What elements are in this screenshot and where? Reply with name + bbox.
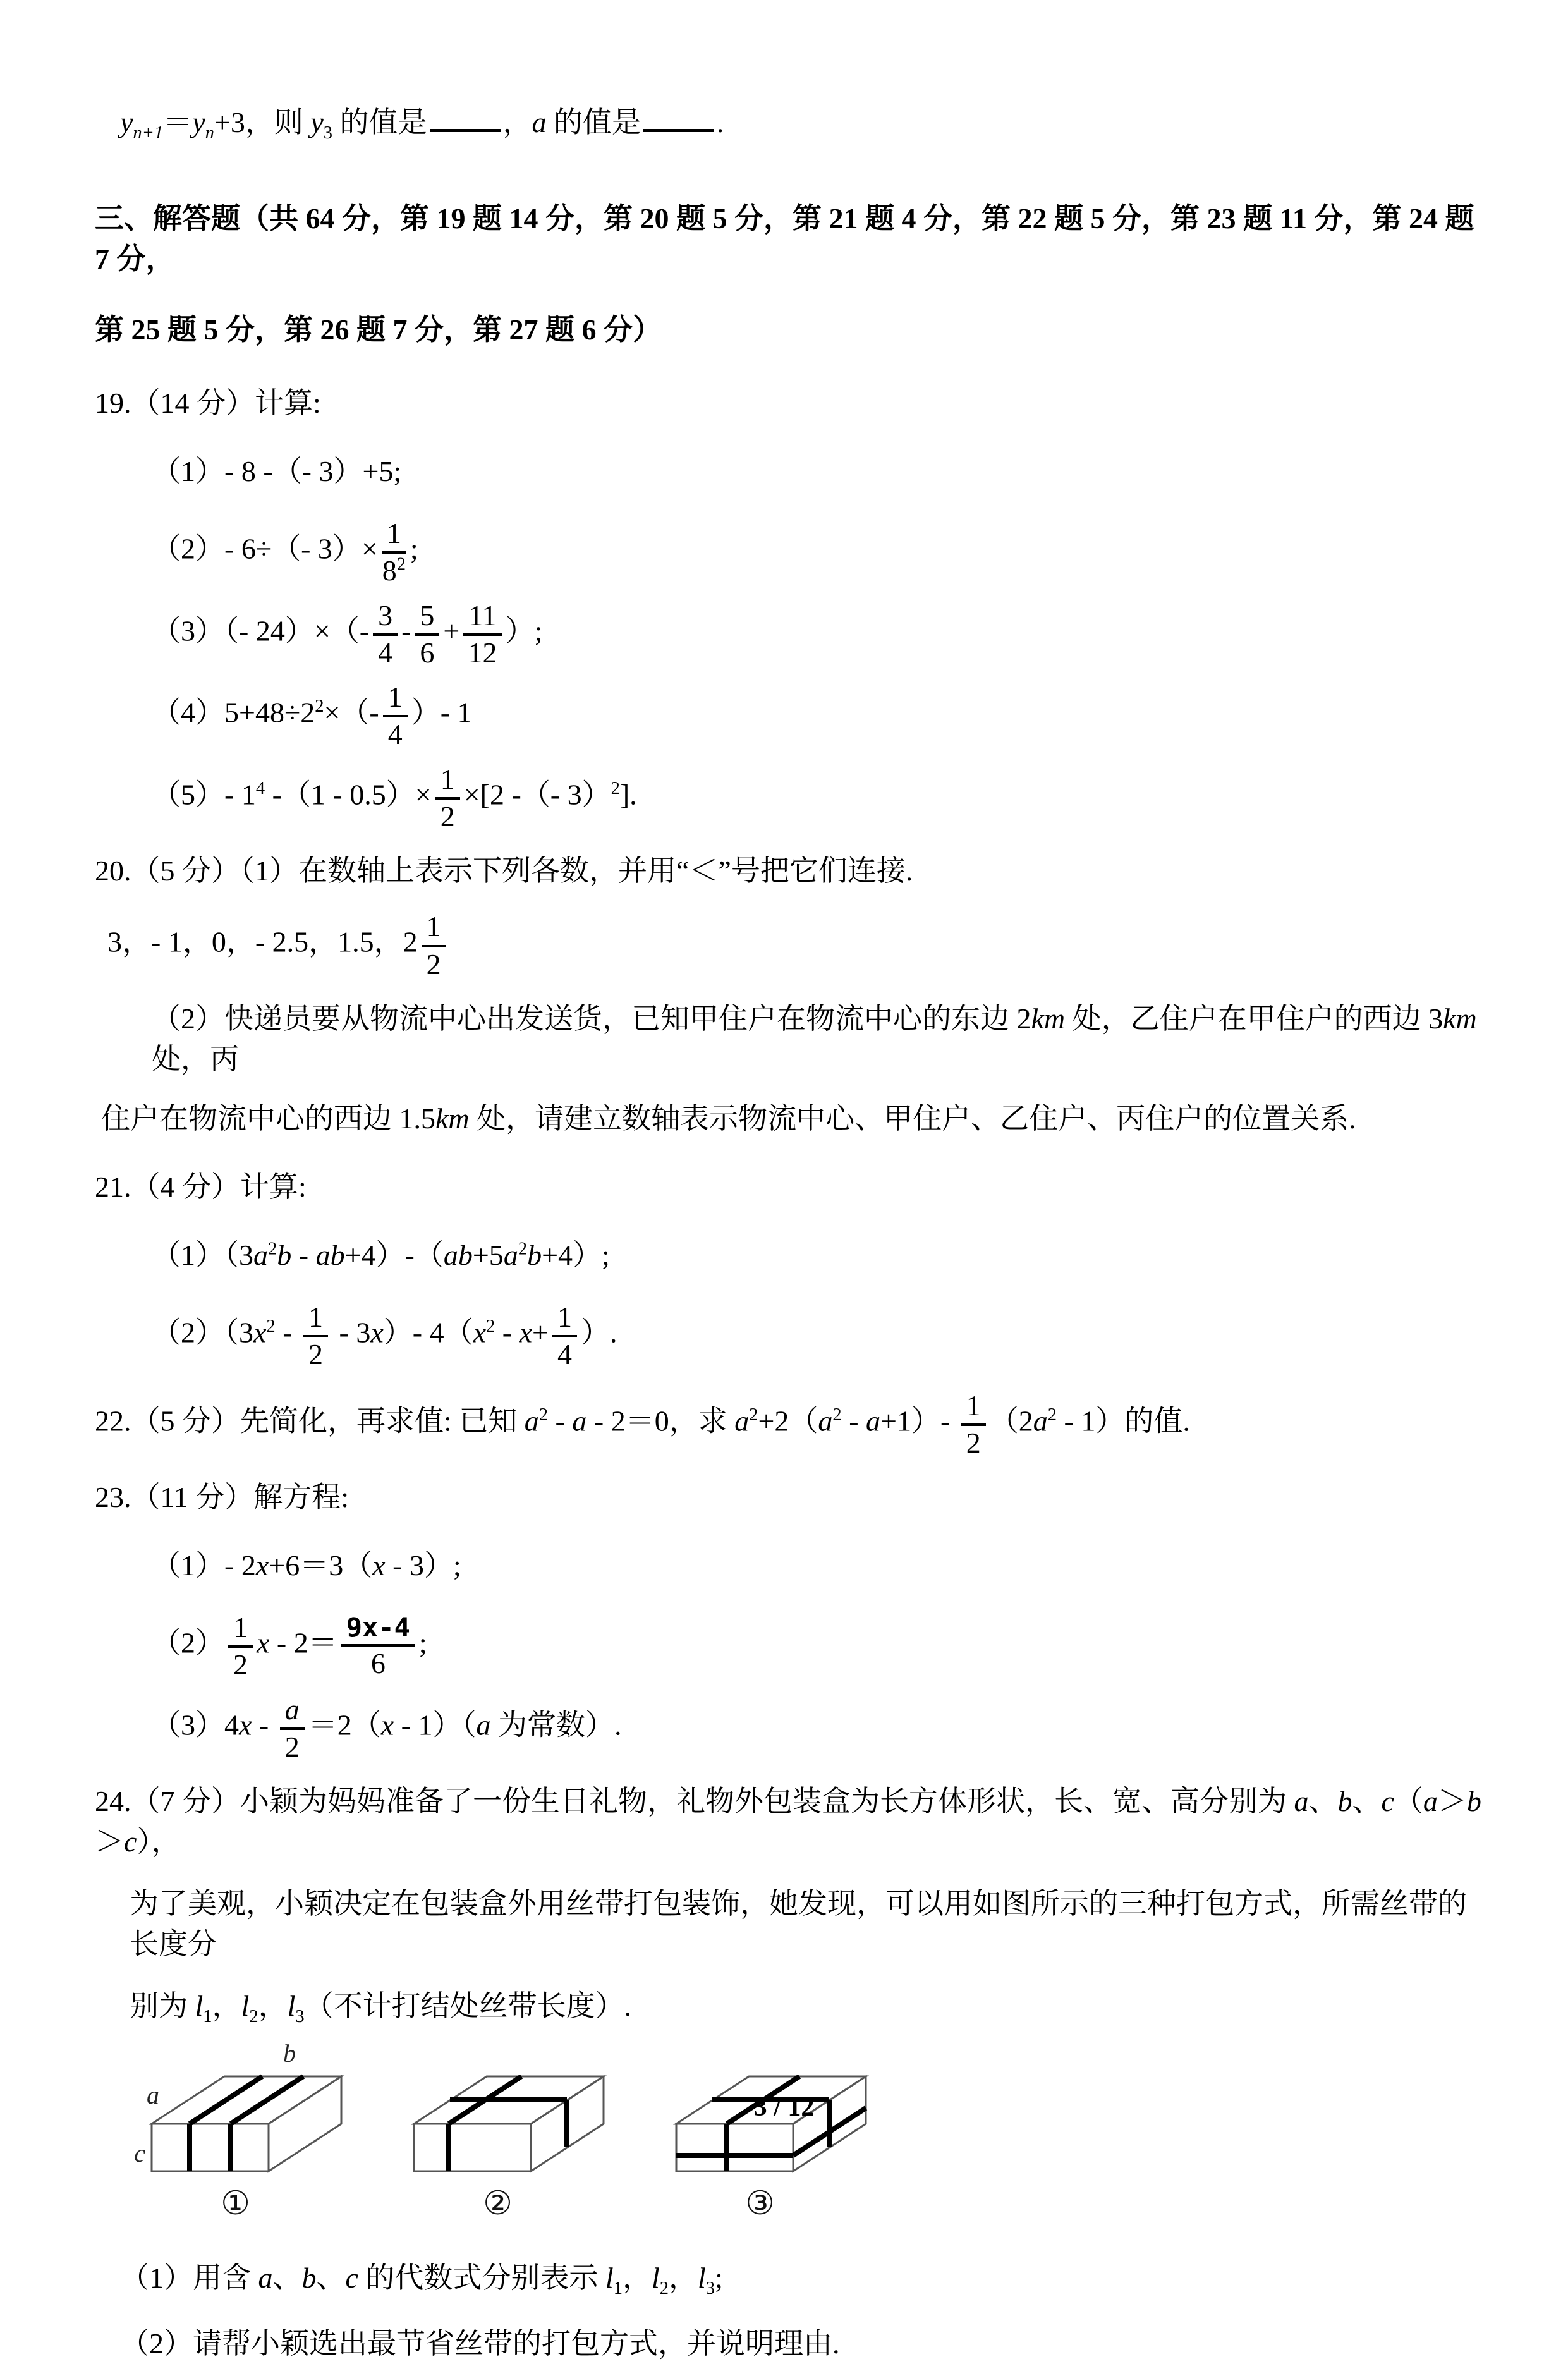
question-23-item-3: （3）4x - $\frac{a}{2}$ ＝2（x - 1）（a 为常数）. — [152, 1693, 622, 1764]
fraction: $\frac{1}{4}$ — [552, 1301, 577, 1370]
fraction: $\frac{11}{12}$ — [463, 599, 501, 669]
question-21-title: 21.（4 分）计算: — [95, 1170, 307, 1203]
question-21-item-2: $(2)(3x^2$ - $\frac{1}{2}$ - 3x）- $4(x^2 - x+$ $\frac{1}{4}$ ）. — [152, 1300, 617, 1371]
fraction: $\frac{1}{8^2}$ — [382, 517, 406, 587]
fraction: $\frac{1}{2}$ — [961, 1389, 986, 1459]
box-diagram-2 — [389, 2035, 607, 2222]
question-24-item-2: （2）请帮小颖选出最节省丝带的打包方式，并说明理由. — [120, 2327, 840, 2360]
answer-blank — [430, 100, 501, 132]
box-2-caption: ② — [483, 2186, 513, 2222]
question-18-tail-line: $y_{n+1}=y_n+3$，则 $y_3$ 的值是 ，a 的值是 . — [120, 100, 1486, 143]
question-19-item-5: （5）- $1^4$ -（1 - 0.5）× $\frac{1}{2}$ ×[2 -（- 3）$^2$]. — [152, 762, 637, 833]
question-21-item-1: $(1)(3a^2b - ab+4)-(ab+5a^2b+4)$; — [152, 1238, 610, 1271]
page-number: 3 / 12 — [753, 2093, 815, 2122]
box-3-caption: ③ — [745, 2186, 775, 2222]
question-20-item-2-line2: 住户在物流中心的西边 1.5km 处，请建立数轴表示物流中心、甲住户、乙住户、丙住户的位置关系. — [101, 1102, 1356, 1135]
fraction: $\frac{1}{2}$ — [422, 910, 446, 980]
question-23-item-2: （2） $\frac{1}{2}$ x - 2＝ $\frac{9x-4}{6}$ ; — [152, 1611, 427, 1681]
question-19-title: 19.（14 分）计算: — [95, 387, 321, 419]
box-diagram-3 — [651, 2035, 869, 2222]
question-19-item-3: （3）（- 24）×（- $\frac{3}{4}$ - $\frac{5}{6}$ + $\frac{11}{12}$ ）; — [152, 599, 543, 669]
box-wrapping-figure — [126, 2035, 1486, 2222]
question-20-number-list: 3，- 1，0，- 2.5，1.5，2 $\frac{1}{2}$ — [107, 910, 1486, 980]
section-header-line1: 三、解答题（共 64 分，第 19 题 14 分，第 20 题 5 分，第 21 题 4 分，第 22 题 5 分，第 23 题 11 分，第 24 题 7 分， — [95, 202, 1474, 275]
question-23-title: 23.（11 分）解方程: — [95, 1481, 349, 1514]
fraction: $\frac{1}{2}$ — [303, 1301, 328, 1370]
question-24-item-1: （1）用含 a、b、c 的代数式分别表示 $l_1$，$l_2$，$l_3$; — [120, 2262, 723, 2299]
fraction: $\frac{5}{6}$ — [415, 599, 439, 669]
question-19-item-1: （1）- 8 -（- 3）+5; — [152, 455, 402, 487]
question-24-line3: 别为 $l_1$，$l_2$，$l_3$（不计打结处丝带长度）. — [130, 1990, 632, 2027]
fraction: $\frac{1}{2}$ — [228, 1611, 253, 1681]
fraction: $\frac{1}{2}$ — [435, 763, 460, 832]
dim-label-b: b — [283, 2039, 296, 2068]
question-23-item-1: （1）- 2x+6＝3（x - 3）; — [152, 1549, 461, 1582]
section-header-line2: 第 25 题 5 分，第 26 题 7 分，第 27 题 6 分） — [95, 314, 662, 346]
question-22: 22.（5 分）先简化，再求值: 已知 $a^2 - a - 2=0$，求 $a^2+2(a^2 - a+1)-$ $\frac{1}{2}$ $(2a^2 - 1)$的值. — [95, 1389, 1190, 1459]
fraction: $\frac{a}{2}$ — [280, 1693, 305, 1763]
fraction: $\frac{3}{4}$ — [373, 599, 398, 669]
fraction: $\frac{1}{4}$ — [383, 681, 408, 750]
question-20-item-2-line1: （2）快递员要从物流中心出发送货，已知甲住户在物流中心的东边 2km 处，乙住户在甲住户的西边 3km 处，丙 — [152, 1002, 1477, 1075]
question-19-item-4: $(4)5+48\div 2^2\times(-$ $\frac{1}{4}$ ）- 1 — [152, 681, 472, 751]
box-1-caption: ① — [221, 2186, 250, 2222]
question-19-item-2: （2）- 6÷（- 3）× $\frac{1}{8^2}$ ; — [152, 517, 418, 587]
question-20-title: 20.（5 分）（1）在数轴上表示下列各数，并用“＜”号把它们连接. — [95, 855, 913, 887]
fraction: $\frac{9x-4}{6}$ — [341, 1612, 415, 1679]
box-diagram-1 — [126, 2035, 344, 2222]
answer-blank — [643, 100, 714, 132]
question-24-line1: 24.（7 分）小颖为妈妈准备了一份生日礼物，礼物外包装盒为长方体形状，长、宽、高分别为 a、b、c（a＞b＞c）， — [95, 1785, 1481, 1858]
dim-label-a: a — [147, 2081, 159, 2110]
dim-label-c: c — [134, 2139, 145, 2168]
question-24-line2: 为了美观，小颖决定在包装盒外用丝带打包装饰，她发现，可以用如图所示的三种打包方式，所需丝带的长度分 — [130, 1887, 1467, 1961]
